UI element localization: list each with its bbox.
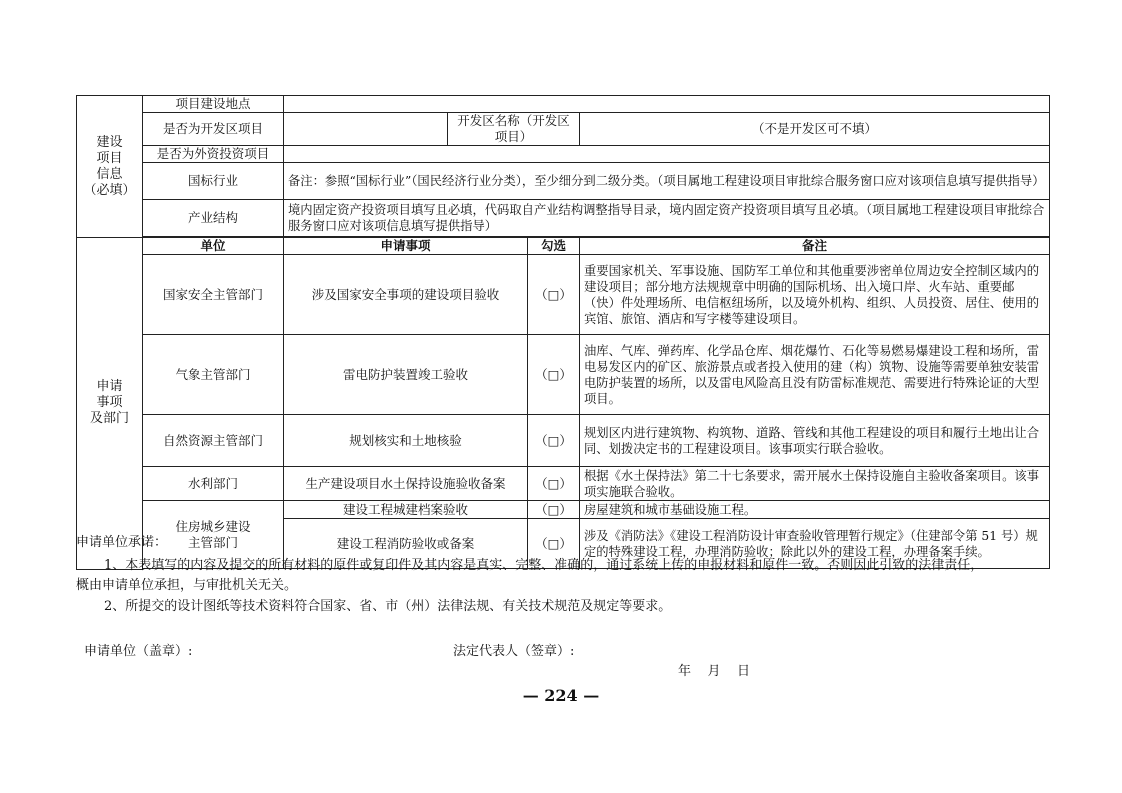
promise-item-1-cont: 概由申请单位承担，与审批机关无关。 (76, 578, 298, 593)
checkbox-cell[interactable]: （□） (528, 501, 580, 519)
item-cell: 涉及国家安全事项的建设项目验收 (284, 255, 528, 335)
industry-field[interactable]: 备注：参照“国标行业”（国民经济行业分类），至少细分到二级分类。（项目属地工程建设项目审批综合服务窗口应对该项信息填写提供指导） (284, 163, 1050, 200)
industry-label: 国标行业 (143, 163, 284, 200)
dev-zone-name-field[interactable]: （不是开发区可不填） (580, 113, 1050, 146)
unit-cell: 气象主管部门 (143, 335, 284, 415)
promise-title: 申请单位承诺： (76, 535, 168, 550)
checkbox-cell[interactable]: （□） (528, 519, 580, 569)
item-cell: 雷电防护装置竣工验收 (284, 335, 528, 415)
foreign-investment-label: 是否为外资投资项目 (143, 146, 284, 163)
page-number: — 224 — (522, 686, 600, 705)
remark-cell: 规划区内进行建筑物、构筑物、道路、管线和其他工程建设的项目和履行土地出让合同、划拨决定书的工程建设项目。该事项实行联合验收。 (580, 415, 1050, 467)
dev-zone-field[interactable] (284, 113, 448, 146)
checkbox-cell[interactable]: （□） (528, 467, 580, 501)
foreign-investment-field[interactable] (284, 146, 1050, 163)
date-field[interactable]: 年 月 日 (678, 664, 751, 679)
dev-zone-label: 是否为开发区项目 (143, 113, 284, 146)
dev-zone-name-label: 开发区名称（开发区项目） (448, 113, 580, 146)
checkbox-cell[interactable]: （□） (528, 335, 580, 415)
remark-cell: 房屋建筑和城市基础设施工程。 (580, 501, 1050, 519)
remark-cell: 重要国家机关、军事设施、国防军工单位和其他重要涉密单位周边安全控制区域内的建设项目；部分地方法规规章中明确的国际机场、出入境口岸、火车站、重要邮（快）件处理场所、电信枢纽场所，以及境外机构、组织、人员投资、居住、使用的宾馆、旅馆、酒店和写字楼等建设项目。 (580, 255, 1050, 335)
legal-representative-label: 法定代表人（签章）: (453, 644, 575, 659)
item-cell: 建设工程城建档案验收 (284, 501, 528, 519)
item-cell: 建设工程消防验收或备案 (284, 519, 528, 569)
header-unit: 单位 (143, 238, 284, 255)
unit-cell: 国家安全主管部门 (143, 255, 284, 335)
project-location-field[interactable] (284, 96, 1050, 113)
checkbox-cell[interactable]: （□） (528, 255, 580, 335)
project-info-section-label: 建设 项目 信息 （必填） (77, 96, 143, 238)
applicant-seal-label: 申请单位（盖章）: (84, 644, 193, 659)
remark-cell: 根据《水土保持法》第二十七条要求，需开展水土保持设施自主验收备案项目。该事项实施联合验收。 (580, 467, 1050, 501)
promise-item-1: 1、本表填写的内容及提交的所有材料的原件或复印件及其内容是真实、完整、准确的，通过系统上传的申报材料和原件一致。否则因此引致的法律责任， (104, 558, 984, 573)
project-location-label: 项目建设地点 (143, 96, 284, 113)
unit-cell: 住房城乡建设 主管部门 (143, 501, 284, 569)
header-check: 勾选 (528, 238, 580, 255)
header-item: 申请事项 (284, 238, 528, 255)
application-form-table (76, 95, 1050, 570)
industry-structure-label: 产业结构 (143, 200, 284, 237)
checkbox-cell[interactable]: （□） (528, 415, 580, 467)
unit-cell: 自然资源主管部门 (143, 415, 284, 467)
item-cell: 规划核实和土地核验 (284, 415, 528, 467)
application-section-label: 申请 事项 及部门 (77, 238, 143, 570)
header-remark: 备注 (580, 238, 1050, 255)
remark-cell: 油库、气库、弹药库、化学品仓库、烟花爆竹、石化等易燃易爆建设工程和场所，雷电易发区内的矿区、旅游景点或者投入使用的建（构）筑物、设施等需要单独安装雷电防护装置的场所，以及雷电风险高且没有防雷标准规范、需要进行特殊论证的大型项目。 (580, 335, 1050, 415)
industry-structure-field[interactable]: 境内固定资产投资项目填写且必填，代码取自产业结构调整指导目录，境内固定资产投资项目填写且必填。（项目属地工程建设项目审批综合服务窗口应对该项信息填写提供指导） (284, 200, 1050, 237)
unit-cell: 水利部门 (143, 467, 284, 501)
promise-item-2: 2、所提交的设计图纸等技术资料符合国家、省、市（州）法律法规、有关技术规范及规定等要求。 (104, 599, 672, 614)
item-cell: 生产建设项目水土保持设施验收备案 (284, 467, 528, 501)
remark-cell: 涉及《消防法》《建设工程消防设计审查验收管理暂行规定》（住建部令第 51 号）规定的特殊建设工程，办理消防验收；除此以外的建设工程，办理备案手续。 (580, 519, 1050, 569)
